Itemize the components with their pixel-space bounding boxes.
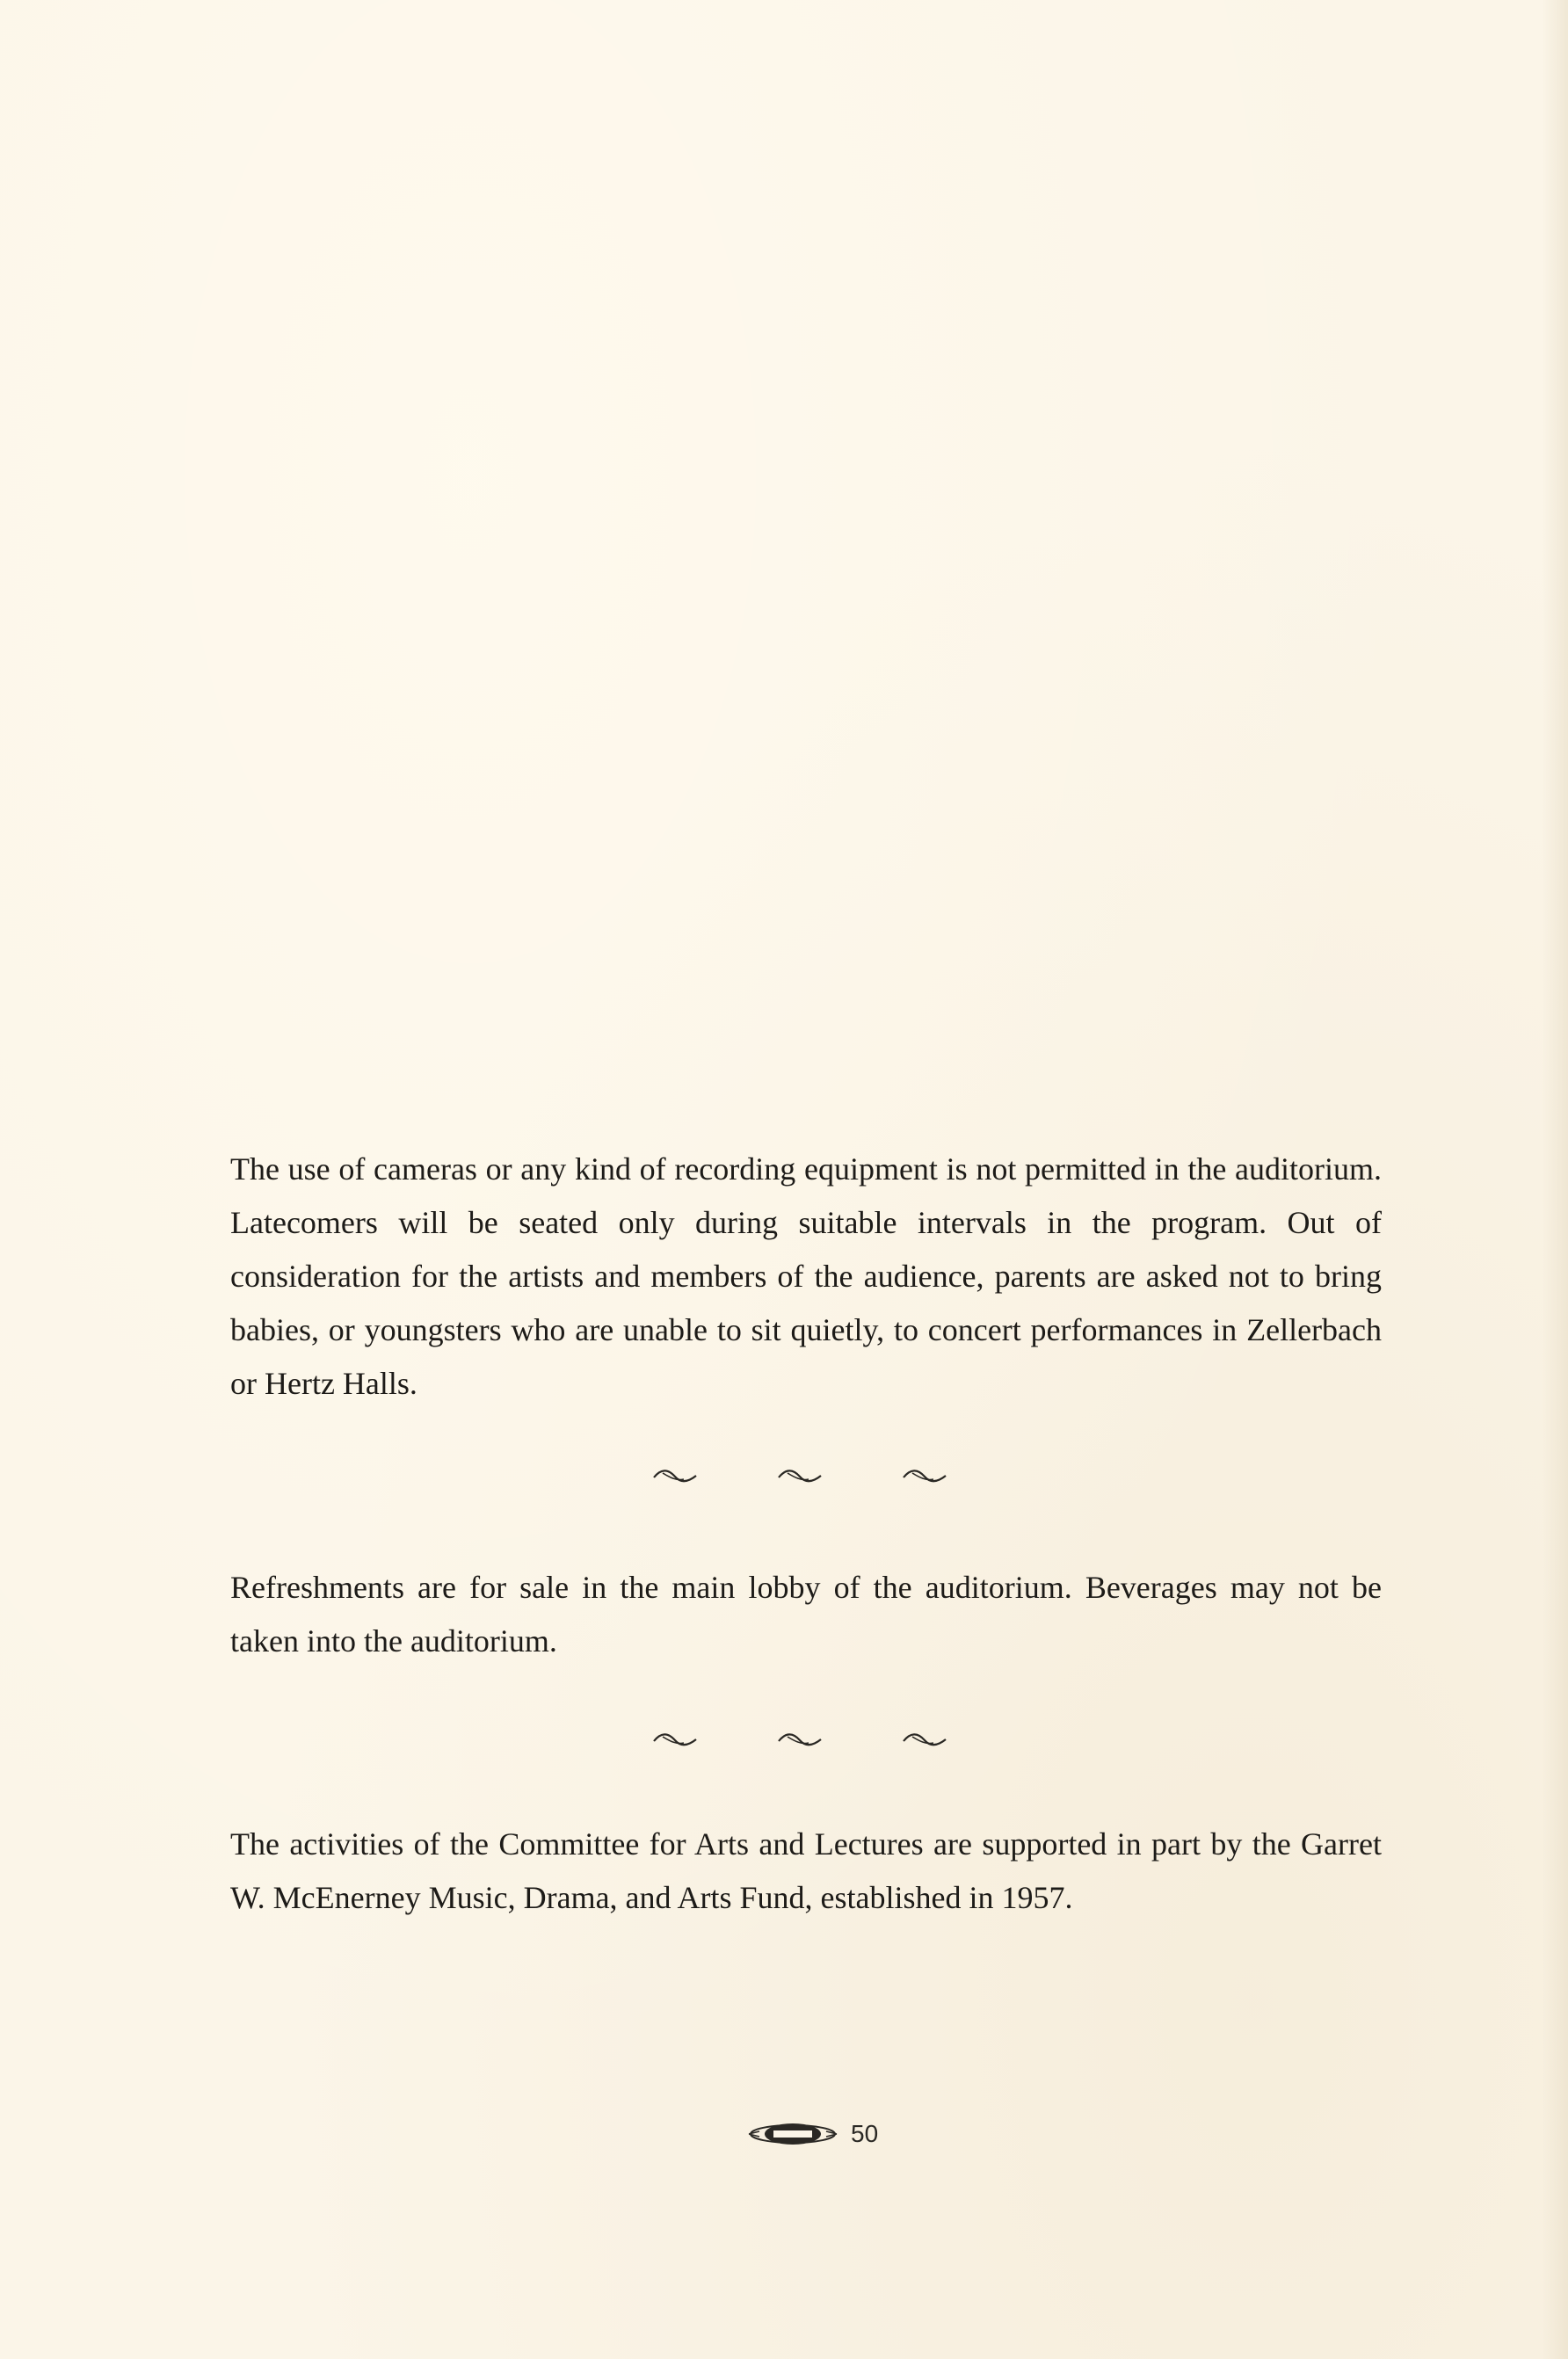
ornament-divider: [650, 1723, 949, 1758]
page-edge-shadow: [1542, 0, 1568, 2359]
wave-ornament-icon: [900, 1729, 949, 1752]
refreshments-paragraph: Refreshments are for sale in the main lobby of the auditorium. Beverages may not be taken into the auditorium.: [230, 1570, 1382, 1659]
recording-policy-paragraph: The use of cameras or any kind of recording equipment is not permitted in the auditorium. Latecomers will be seated only during suitable intervals in the program. Out of consideration for the artists and members of the audience, parents are asked not to bring babies, or youngsters who are unable to sit quietly, to concert performances in Zellerbach or Hertz Halls.: [230, 1151, 1382, 1401]
wave-ornament-icon: [650, 1729, 700, 1752]
funding-paragraph: The activities of the Committee for Arts and Lectures are supported in part by the Garret W. McEnerney Music, Drama, and Arts Fund, established in 1957.: [230, 1826, 1382, 1915]
wave-ornament-icon: [775, 1729, 824, 1752]
page-footer: [747, 2116, 878, 2152]
wave-ornament-icon: [650, 1465, 700, 1488]
wave-ornament-icon: [900, 1465, 949, 1488]
wave-ornament-icon: [775, 1465, 824, 1488]
seal-logo-icon: [747, 2119, 838, 2149]
page-number: 50: [851, 2120, 879, 2147]
ornament-divider: [650, 1459, 949, 1494]
